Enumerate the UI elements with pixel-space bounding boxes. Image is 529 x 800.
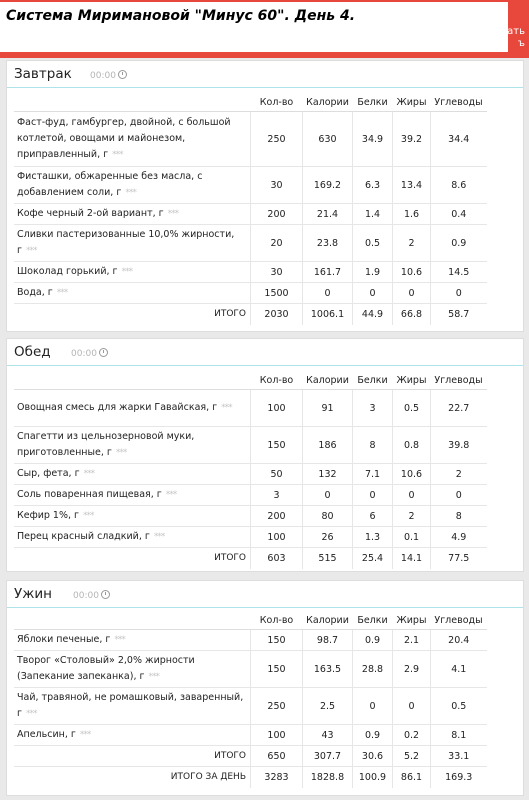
food-carb: 8.6 [431, 167, 487, 204]
food-qty: 250 [251, 688, 303, 725]
food-cal: 23.8 [303, 225, 353, 262]
food-fat: 0 [393, 485, 431, 506]
food-fat: 2.1 [393, 630, 431, 651]
day-total-cal: 1828.8 [303, 767, 353, 788]
meal-time[interactable] [71, 348, 108, 359]
food-fat: 2.9 [393, 651, 431, 688]
food-qty: 150 [251, 427, 303, 464]
table-row[interactable] [14, 464, 487, 485]
day-total-carb: 169.3 [431, 767, 487, 788]
col-qty: Кол-во [251, 93, 303, 112]
clock-icon [101, 590, 110, 599]
meal-title: Ужин [14, 586, 52, 602]
food-name: Соль поваренная пищевая, г [17, 489, 162, 500]
more-icon[interactable]: *** [167, 209, 179, 219]
time-text: 00:00 [71, 349, 97, 359]
food-cal: 169.2 [303, 167, 353, 204]
more-icon[interactable]: *** [79, 730, 91, 740]
food-name: Перец красный сладкий, г [17, 531, 150, 542]
food-fat: 39.2 [393, 112, 431, 167]
food-prot: 6 [353, 506, 393, 527]
food-cal: 21.4 [303, 204, 353, 225]
table-row[interactable] [14, 225, 487, 262]
total-carb: 58.7 [431, 304, 487, 325]
total-qty: 650 [251, 746, 303, 767]
food-qty: 100 [251, 725, 303, 746]
more-icon[interactable]: *** [56, 288, 68, 298]
more-icon[interactable]: *** [125, 188, 136, 198]
total-cal: 515 [303, 548, 353, 569]
food-carb: 39.8 [431, 427, 487, 464]
table-row[interactable] [14, 485, 487, 506]
food-prot: 1.4 [353, 204, 393, 225]
more-icon[interactable]: *** [26, 246, 37, 256]
table-row[interactable] [14, 283, 487, 304]
food-name: Фисташки, обжаренные без масла, с добавлением соли, г [17, 171, 203, 198]
day-total-prot: 100.9 [353, 767, 393, 788]
food-carb: 2 [431, 464, 487, 485]
food-carb: 0 [431, 485, 487, 506]
food-name: Вода, г [17, 287, 53, 298]
clock-icon [99, 348, 108, 357]
food-qty: 50 [251, 464, 303, 485]
total-cal: 1006.1 [303, 304, 353, 325]
meal-header [7, 61, 523, 88]
total-fat: 14.1 [393, 548, 431, 569]
table-row[interactable] [14, 506, 487, 527]
time-text: 00:00 [90, 71, 116, 81]
total-row [14, 304, 487, 325]
header-fragment-2: ъ [517, 38, 525, 49]
food-fat: 13.4 [393, 167, 431, 204]
day-total-label: ИТОГО ЗА ДЕНЬ [14, 767, 251, 788]
time-text: 00:00 [73, 591, 99, 601]
food-cal: 80 [303, 506, 353, 527]
food-prot: 8 [353, 427, 393, 464]
food-name: Сыр, фета, г [17, 468, 80, 479]
more-icon[interactable]: *** [112, 150, 123, 160]
food-prot: 7.1 [353, 464, 393, 485]
food-name: Сливки пастеризованные 10,0% жирности, г [17, 229, 235, 256]
food-name: Кофе черный 2-ой вариант, г [17, 208, 164, 219]
food-prot: 34.9 [353, 112, 393, 167]
food-carb: 20.4 [431, 630, 487, 651]
food-fat: 10.6 [393, 464, 431, 485]
meal-header [7, 339, 523, 366]
food-prot: 0.5 [353, 225, 393, 262]
food-cal: 630 [303, 112, 353, 167]
food-prot: 0 [353, 283, 393, 304]
more-icon[interactable]: *** [221, 403, 232, 413]
food-cal: 2.5 [303, 688, 353, 725]
table-row[interactable] [14, 390, 487, 427]
food-prot: 0 [353, 688, 393, 725]
food-fat: 2 [393, 506, 431, 527]
col-carbs: Углеводы [431, 93, 487, 112]
food-cal: 186 [303, 427, 353, 464]
col-qty: Кол-во [251, 371, 303, 390]
food-name: Чай, травяной, не ромашковый, заваренный, г [17, 692, 244, 719]
title-box [0, 2, 508, 52]
food-prot: 0.9 [353, 725, 393, 746]
food-carb: 8.1 [431, 725, 487, 746]
total-row [14, 548, 487, 569]
total-fat: 5.2 [393, 746, 431, 767]
food-fat: 0.8 [393, 427, 431, 464]
food-cal: 161.7 [303, 262, 353, 283]
table-row[interactable] [14, 651, 487, 688]
food-prot: 1.9 [353, 262, 393, 283]
col-carbs: Углеводы [431, 371, 487, 390]
total-label: ИТОГО [14, 548, 251, 569]
table-row[interactable] [14, 688, 487, 725]
more-icon[interactable]: *** [83, 469, 95, 479]
food-cal: 98.7 [303, 630, 353, 651]
food-prot: 6.3 [353, 167, 393, 204]
clock-icon [118, 70, 127, 79]
total-cal: 307.7 [303, 746, 353, 767]
meal-time[interactable] [73, 590, 110, 601]
table-row[interactable] [14, 262, 487, 283]
food-prot: 0 [353, 485, 393, 506]
col-protein: Белки [353, 611, 393, 630]
food-qty: 200 [251, 204, 303, 225]
table-row[interactable] [14, 630, 487, 651]
page-title: Система Миримановой "Минус 60". День 4. [6, 8, 356, 24]
header-right-fragment[interactable] [507, 26, 525, 50]
food-cal: 91 [303, 390, 353, 427]
header-bar [0, 0, 529, 58]
food-prot: 0.9 [353, 630, 393, 651]
total-row [14, 746, 487, 767]
food-qty: 1500 [251, 283, 303, 304]
food-qty: 20 [251, 225, 303, 262]
food-carb: 0.5 [431, 688, 487, 725]
food-carb: 8 [431, 506, 487, 527]
total-carb: 33.1 [431, 746, 487, 767]
food-fat: 10.6 [393, 262, 431, 283]
table-row[interactable] [14, 725, 487, 746]
header-fragment-1: ать [507, 26, 525, 37]
food-qty: 250 [251, 112, 303, 167]
total-prot: 25.4 [353, 548, 393, 569]
col-protein: Белки [353, 93, 393, 112]
food-cal: 0 [303, 283, 353, 304]
meal-card-breakfast [6, 60, 524, 332]
total-qty: 2030 [251, 304, 303, 325]
food-qty: 100 [251, 390, 303, 427]
food-carb: 4.1 [431, 651, 487, 688]
food-name: Спагетти из цельнозерновой муки, приготовленные, г [17, 431, 195, 458]
food-cal: 26 [303, 527, 353, 548]
food-table [14, 611, 487, 788]
food-qty: 30 [251, 262, 303, 283]
table-row[interactable] [14, 167, 487, 204]
meal-time[interactable] [90, 70, 127, 81]
food-carb: 0 [431, 283, 487, 304]
food-carb: 34.4 [431, 112, 487, 167]
food-prot: 3 [353, 390, 393, 427]
food-prot: 1.3 [353, 527, 393, 548]
meal-title: Завтрак [14, 66, 72, 82]
total-prot: 44.9 [353, 304, 393, 325]
more-icon[interactable]: *** [165, 490, 177, 500]
food-table [14, 371, 487, 569]
meal-title: Обед [14, 344, 51, 360]
col-fat: Жиры [393, 93, 431, 112]
food-qty: 30 [251, 167, 303, 204]
more-icon[interactable]: *** [83, 511, 94, 521]
more-icon[interactable]: *** [121, 267, 133, 277]
col-fat: Жиры [393, 611, 431, 630]
col-calories: Калории [303, 93, 353, 112]
food-fat: 1.6 [393, 204, 431, 225]
more-icon[interactable]: *** [114, 635, 125, 645]
food-name: Шоколад горький, г [17, 266, 118, 277]
food-table [14, 93, 487, 325]
col-calories: Калории [303, 611, 353, 630]
total-label: ИТОГО [14, 746, 251, 767]
table-row[interactable] [14, 112, 487, 167]
col-qty: Кол-во [251, 611, 303, 630]
food-carb: 4.9 [431, 527, 487, 548]
table-row[interactable] [14, 427, 487, 464]
food-qty: 150 [251, 651, 303, 688]
more-icon[interactable]: *** [26, 709, 37, 719]
total-qty: 603 [251, 548, 303, 569]
col-protein: Белки [353, 371, 393, 390]
food-fat: 0.5 [393, 390, 431, 427]
day-total-row [14, 767, 487, 788]
food-carb: 0.9 [431, 225, 487, 262]
food-name: Овощная смесь для жарки Гавайская, г [17, 402, 218, 413]
table-row[interactable] [14, 527, 487, 548]
meal-card-lunch [6, 338, 524, 572]
food-fat: 2 [393, 225, 431, 262]
food-fat: 0 [393, 688, 431, 725]
more-icon[interactable]: *** [115, 448, 127, 458]
food-name: Творог «Столовый» 2,0% жирности (Запекание запеканка), г [17, 655, 195, 682]
col-calories: Калории [303, 371, 353, 390]
food-carb: 14.5 [431, 262, 487, 283]
total-carb: 77.5 [431, 548, 487, 569]
total-label: ИТОГО [14, 304, 251, 325]
food-carb: 22.7 [431, 390, 487, 427]
more-icon[interactable]: *** [148, 672, 159, 682]
meal-card-dinner [6, 580, 524, 796]
food-prot: 28.8 [353, 651, 393, 688]
food-name: Апельсин, г [17, 729, 76, 740]
food-cal: 43 [303, 725, 353, 746]
col-fat: Жиры [393, 371, 431, 390]
food-qty: 100 [251, 527, 303, 548]
food-fat: 0.1 [393, 527, 431, 548]
total-fat: 66.8 [393, 304, 431, 325]
food-qty: 200 [251, 506, 303, 527]
total-prot: 30.6 [353, 746, 393, 767]
col-carbs: Углеводы [431, 611, 487, 630]
food-qty: 3 [251, 485, 303, 506]
food-name: Яблоки печеные, г [17, 634, 111, 645]
more-icon[interactable]: *** [153, 532, 165, 542]
day-total-qty: 3283 [251, 767, 303, 788]
food-fat: 0.2 [393, 725, 431, 746]
food-name: Фаст-фуд, гамбургер, двойной, с большой котлетой, овощами и майонезом, приправленный, г [17, 117, 231, 160]
day-total-fat: 86.1 [393, 767, 431, 788]
food-fat: 0 [393, 283, 431, 304]
table-row[interactable] [14, 204, 487, 225]
food-qty: 150 [251, 630, 303, 651]
food-carb: 0.4 [431, 204, 487, 225]
food-cal: 132 [303, 464, 353, 485]
meal-header [7, 581, 523, 608]
food-name: Кефир 1%, г [17, 510, 80, 521]
food-cal: 163.5 [303, 651, 353, 688]
food-cal: 0 [303, 485, 353, 506]
